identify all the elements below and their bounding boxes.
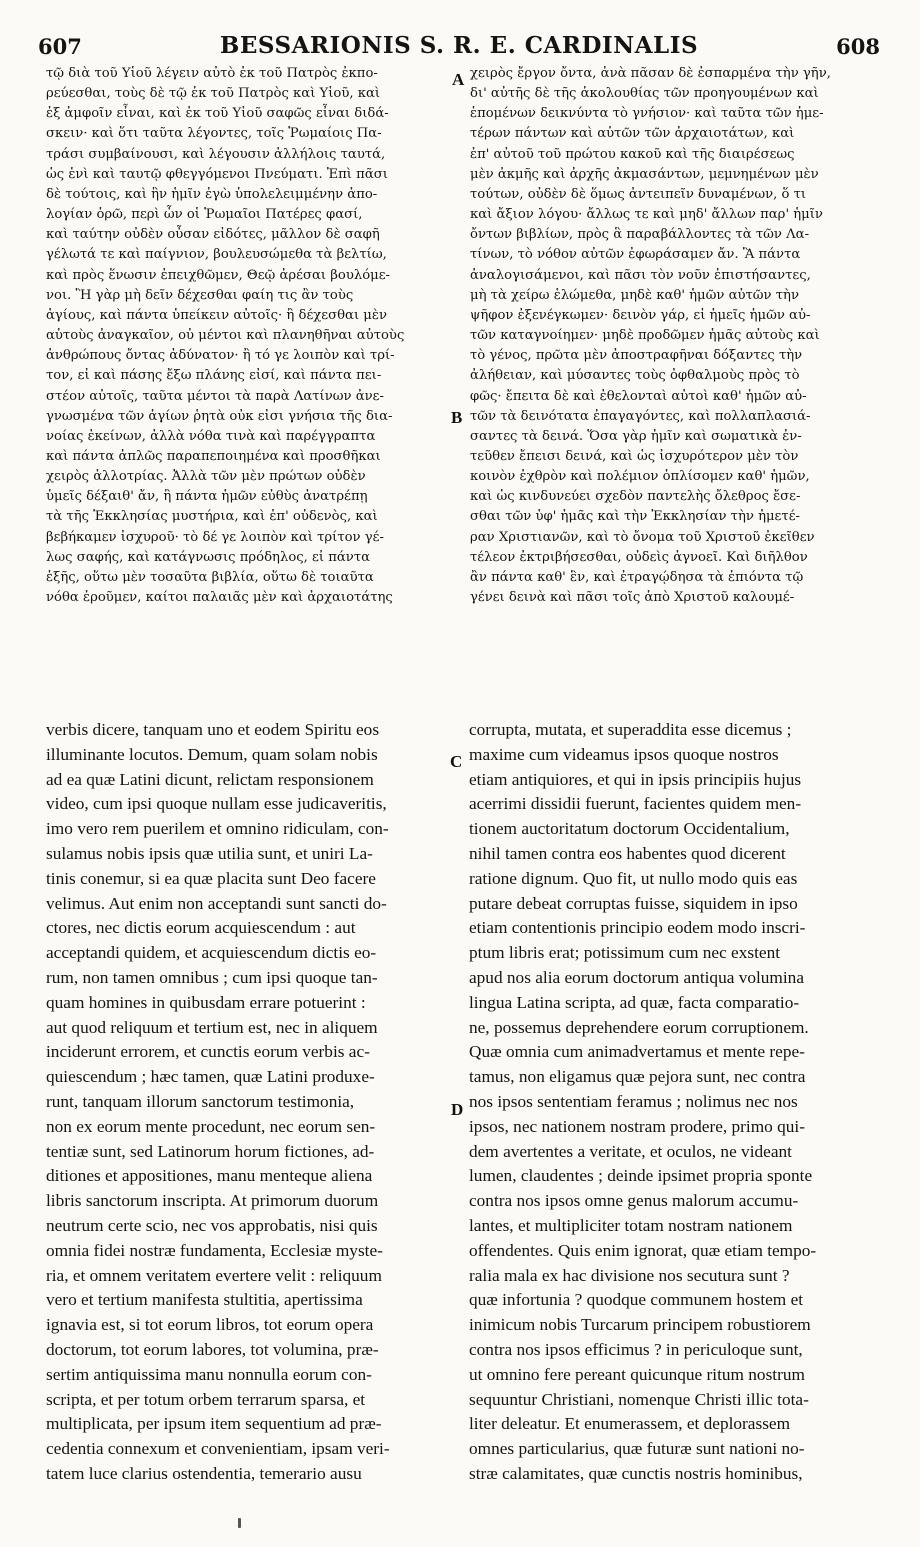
text-line: ἀλήθειαν, καὶ μύσαντες τοὺς ὀφθαλμοὺς πρὸς τὸ — [470, 368, 800, 384]
text-line: δὲ τούτοις, καὶ ἣν ἡμῖν ἐγὼ ὑπολελειμμένην ἀπο- — [46, 186, 378, 202]
text-line: tionem auctoritatum doctorum Occidentalium, — [469, 819, 790, 839]
text-line: sulamus nobis ipsis quæ utilia sunt, et uniri La- — [46, 843, 373, 863]
text-line: ctores, nec dictis eorum acquiescendum : aut — [46, 918, 356, 938]
text-line: ipsos, nec nationem nostram prodere, primo qui- — [469, 1116, 805, 1136]
text-line: tinis conemur, si ea quæ placita sunt Deo facere — [46, 868, 376, 888]
text-line: καὶ ταύτην οὐδὲν οὖσαν εἰδότες, μᾶλλον δὲ σαφῆ — [46, 227, 380, 243]
text-line: inimicum nobis Turcarum principem robustiorem — [469, 1315, 811, 1335]
text-line: καὶ πρὸς ἕνωσιν ἐπειχθῶμεν, Θεῷ ἀρέσαι βουλόμε- — [46, 267, 390, 283]
margin-marker-b: B — [451, 408, 463, 427]
running-header — [38, 30, 880, 62]
text-line: quam homines in quibusdam errare potuerint : — [46, 992, 366, 1012]
text-line: Quæ omnia cum animadvertamus et mente repe- — [469, 1042, 805, 1062]
text-line: χειρὸς ἔργον ὄντα, ἀνὰ πᾶσαν δὲ ἐσπαρμένα τὴν γῆν, — [470, 66, 831, 81]
text-line: ἁγίους, καὶ πάντα ὑπείκειν αὐτοῖς· ἢ δέχεσθαι μὲν — [46, 307, 387, 323]
text-line: γέλωτά τε καὶ παίγνιον, βουλευσώμεθα τὰ βελτίω, — [46, 247, 387, 263]
text-line: γένει δεινὰ καὶ πᾶσι τοῖς ἀπὸ Χριστοῦ καλουμέ- — [470, 590, 795, 606]
text-line: καὶ ὡς κινδυνεύει σχεδὸν παντελὴς ὄλεθρος ἔσε- — [470, 489, 801, 505]
text-line: ὄντων βιβλίων, πρὸς ἃ παραβάλλοντες τὰ τῶν Λα- — [470, 227, 810, 243]
text-line: nihil tamen contra eos habentes quod dicerent — [469, 843, 786, 863]
text-line: verbis dicere, tanquam uno et eodem Spiritu eos — [46, 720, 380, 739]
text-line: offendentes. Quis enim ignorat, quæ etiam tempo- — [469, 1240, 817, 1260]
text-line: aut quod reliquum et tertium est, nec in aliquem — [46, 1017, 378, 1037]
text-line: ὑμεῖς δέξαιθ' ἄν, ἢ πάντα ἡμῶν εὐθὺς ἀνατρέπῃ — [46, 489, 368, 505]
margin-marker-d: D — [451, 1100, 464, 1119]
text-line: etiam antiquiores, et qui in ipsis principiis hujus — [469, 769, 802, 789]
text-line: τον, εἰ καὶ πάσης ἔξω πλάνης εἰσί, καὶ πάντα πει- — [46, 368, 382, 384]
text-line: νοίας ἐκείνων, ἀλλὰ νόθα τινὰ καὶ παρέγγραπτα — [46, 428, 376, 444]
text-line: ὡς ἑνὶ καὶ ταυτῷ φθεγγόμενοι Πνεύματι. Ἐπὶ πᾶσι — [46, 166, 388, 182]
text-line: scripta, et per totum orbem terrarum sparsa, et — [46, 1389, 366, 1409]
text-line: video, cum ipsi quoque nullam esse judicaveritis, — [46, 794, 387, 814]
page-number-right: 608 — [836, 34, 880, 59]
latin-column-right — [469, 718, 875, 1487]
text-line: ἐπ' αὐτοῦ τοῦ πρώτου κακοῦ καὶ τῆς διαιρέσεως — [470, 146, 795, 162]
text-line: ut omnino fere pereant quicunque ritum nostrum — [469, 1364, 805, 1384]
text-line: apud nos alia eorum doctorum antiqua volumina — [469, 967, 804, 987]
text-line: ἀνθρώπους ὄντας ἀδύνατον· ἢ τό γε λοιπὸν καὶ τρί- — [46, 348, 395, 364]
text-line: rum, non tamen omnibus ; cum ipsi quoque tan- — [46, 967, 378, 987]
text-line: imo vero rem puerilem et omnino ridiculam, con- — [46, 819, 389, 839]
text-line: αὐτοὺς ἀναγκαῖον, οὐ μέντοι καὶ πλανηθῆναι αὐτοὺς — [46, 328, 405, 344]
text-line: νόθα ἐροῦμεν, καίτοι παλαιᾶς μὲν καὶ ἀρχαιοτάτης — [46, 590, 393, 606]
text-line: ignavia est, si tot eorum libros, tot eorum opera — [46, 1315, 374, 1335]
section-divider — [46, 704, 876, 705]
text-line: σαντες τὰ δεινά. Ὅσα γὰρ ἡμῖν καὶ σωματικὰ ἐν- — [470, 428, 802, 444]
text-line: contra nos ipsos omne genus malorum accumu- — [469, 1191, 799, 1211]
text-line: dem avertentes a veritate, et oculos, ne videant — [469, 1141, 792, 1161]
text-line: putare debeat corruptas fuisse, siquidem in ipso — [469, 893, 798, 913]
text-line: quæ infortunia ? quodque communem hostem et — [469, 1290, 804, 1310]
text-line: τῶν τὰ δεινότατα ἐπαγαγόντες, καὶ πολλαπλασιά- — [470, 408, 811, 424]
text-line: τράσι συμβαίνουσι, καὶ λέγουσιν ἀλλήλοις ταυτά, — [46, 146, 386, 162]
text-line: γνωσμένα τῶν ἁγίων ῥητὰ οὐκ εἰσι γνήσια τῆς δια- — [46, 408, 393, 424]
text-line: ralia mala ex hac divisione nos secutura sunt ? — [469, 1265, 790, 1285]
text-line: βεβήκαμεν ἰσχυροῦ· τὸ δέ γε λοιπὸν καὶ τρίτον γέ- — [46, 529, 384, 545]
text-line: μὴ τὰ χείρω ἑλώμεθα, μηδὲ καθ' ἡμῶν αὐτῶν τὴν — [470, 287, 799, 303]
text-line: ἂν πάντα καθ' ἓν, καὶ ἐτραγῴδησα τὰ ἐπιόντα τῷ — [470, 569, 804, 585]
text-line: non ex eorum mente procedunt, nec eorum sen- — [46, 1116, 376, 1136]
text-line: omnes particularius, quæ futuræ sunt nationi no- — [469, 1439, 805, 1459]
latin-column-left — [46, 718, 448, 1487]
text-line: ἀναλογισάμενοι, καὶ πᾶσι τὸν νοῦν ἐπιστήσαντες, — [470, 267, 811, 283]
text-line: neutrum certe scio, nec vos approbatis, nisi quis — [46, 1215, 378, 1235]
text-line: omnia fidei nostræ fundamenta, Ecclesiæ myste- — [46, 1240, 383, 1260]
text-line: ne, possemus deprehendere eorum corruptionem. — [469, 1017, 809, 1037]
text-line: τῷ διὰ τοῦ Υἱοῦ λέγειν αὐτὸ ἐκ τοῦ Πατρὸς ἐκπο- — [46, 66, 378, 81]
text-line: vero et tertium manifesta stultitia, apertissima — [46, 1290, 363, 1310]
text-line: ria, et omnem veritatem evertere velit : reliquum — [46, 1265, 382, 1285]
text-line: ptum libris erat; potissimum cum nec exstent — [469, 943, 781, 963]
text-line: cedentia connexum et convenientiam, ipsam veri- — [46, 1439, 390, 1459]
text-line: καὶ ἄξιον λόγου· ἄλλως τε καὶ μηδ' ἄλλων παρ' ἡμῖν — [470, 207, 823, 223]
text-line: λογίαν ὁρῶ, περὶ ὧν οἱ Ῥωμαῖοι Πατέρες φασί, — [46, 207, 363, 223]
text-line: quiescendum ; hæc tamen, quæ Latini produxe- — [46, 1067, 375, 1087]
text-line: σθαι τῶν ὑφ' ἡμᾶς καὶ τὴν Ἐκκλησίαν τὴν ἡμετέ- — [470, 509, 800, 525]
greek-column-right — [470, 64, 880, 608]
text-line: etiam contentionis principio eodem modo inscri- — [469, 918, 806, 938]
paper-speck — [238, 1518, 241, 1528]
text-line: τίνων, τὸ νόθον αὐτῶν ἐφωράσαμεν ἄν. Ἃ πάντα — [470, 247, 801, 263]
text-line: σκειν· καὶ ὅτι ταῦτα λέγοντες, τοῖς Ῥωμαίοις Πα- — [46, 126, 382, 142]
text-line: τούτων, οὐδὲν δὲ ὅμως ἀντειπεῖν δυναμένων, ὅ τι — [470, 186, 807, 202]
text-line: contra nos ipsos efficimus ? in periculoque sunt, — [469, 1339, 803, 1359]
text-line: doctorum, tot eorum labores, tot volumina, præ- — [46, 1339, 379, 1359]
text-line: tamus, non eligamus quæ pejora sunt, nec contra — [469, 1067, 806, 1087]
text-line: κοινὸν ἐχθρὸν καὶ πολέμιον ὁπλίσομεν καθ' ἡμῶν, — [470, 469, 810, 485]
text-line: inciderunt errorem, et cunctis eorum verbis ac- — [46, 1042, 370, 1062]
text-line: ratione dignum. Quo fit, ut nullo modo quis eas — [469, 868, 798, 888]
text-line: ἐξ ἀμφοῖν εἶναι, καὶ ἐκ τοῦ Υἱοῦ σαφῶς εἶναι διδά- — [46, 106, 389, 122]
text-line: corrupta, mutata, et superaddita esse dicemus ; — [469, 720, 792, 739]
text-line: τὰ τῆς Ἐκκλησίας μυστήρια, καὶ ἐπ' οὐδενὸς, καὶ — [46, 509, 378, 525]
text-line: τὸ γένος, πρῶτα μὲν ἀποστραφῆναι δόξαντες τὴν — [470, 348, 803, 364]
running-title: BESSARIONIS S. R. E. CARDINALIS — [219, 32, 699, 59]
text-line: acceptandi quidem, et acquiescendum dictis eo- — [46, 943, 377, 963]
text-line: sequuntur Christiani, nomenque Christi illic tota- — [469, 1389, 809, 1409]
text-line: acerrimi dissidii fuerunt, facientes quidem men- — [469, 794, 802, 814]
text-line: τεῦθεν ἔπεισι δεινά, καὶ ὡς ἰσχυρότερον μὲν τὸν — [470, 448, 799, 464]
text-line: καὶ πάντα ἁπλῶς παραπεποιημένα καὶ προσθῆκαι — [46, 448, 381, 464]
text-line: χειρὸς ἀλλοτρίας. Ἀλλὰ τῶν μὲν πρώτων οὐδὲν — [46, 469, 366, 485]
page-number-left: 607 — [38, 34, 82, 59]
text-line: ρεύεσθαι, τοὺς δὲ τῷ ἐκ τοῦ Πατρὸς καὶ Υἱοῦ, καὶ — [46, 86, 381, 102]
text-line: λως σαφής, καὶ κατάγνωσις πρόδηλος, εἰ πάντα — [46, 549, 371, 565]
text-line: stræ calamitates, quæ cunctis nostris hominibus, — [469, 1463, 803, 1483]
text-line: sertim antiquissima manu nonnulla eorum con- — [46, 1364, 372, 1384]
text-line: τέρων πάντων καὶ αὐτῶν τῶν ἀρχαιοτάτων, καὶ — [470, 126, 795, 142]
text-line: ἑξῆς, οὕτω μὲν τοσαῦτα βιβλία, οὕτω δὲ τοιαῦτα — [46, 569, 374, 585]
text-line: liter deleatur. Et enumerassem, et deplorassem — [469, 1414, 791, 1434]
text-line: maxime cum videamus ipsos quoque nostros — [469, 744, 779, 764]
text-line: μὲν ἀκμῆς καὶ ἀρχῆς ἀκμασάντων, μεμνημένων μὲν — [470, 166, 819, 182]
text-line: ψῆφον ἐξενέγκωμεν· δεινὸν γάρ, εἰ ἡμεῖς ἡμῶν αὐ- — [470, 307, 811, 323]
text-line: φῶς· ἔπειτα δὲ καὶ ἐθελονταὶ αὐτοὶ καθ' ἡμῶν αὐ- — [470, 388, 807, 404]
text-line: multiplicata, per ipsum item sequentium ad præ- — [46, 1414, 382, 1434]
text-line: δι' αὐτῆς δὲ τῆς ἀκολουθίας τῶν προηγουμένων καὶ — [470, 86, 819, 102]
text-line: libris sanctorum inscripta. At primorum duorum — [46, 1191, 379, 1211]
text-line: runt, tanquam illorum sanctorum testimonia, — [46, 1091, 355, 1111]
text-line: ad ea quæ Latini dicunt, relictam responsionem — [46, 769, 374, 789]
text-line: ditiones et appositiones, manu menteque aliena — [46, 1166, 373, 1186]
text-line: illuminante locutos. Demum, quam solam nobis — [46, 744, 378, 764]
text-line: lumen, claudentes ; deinde ipsimet propria sponte — [469, 1166, 813, 1186]
text-line: tatem luce clarius ostendentia, temerario ausu — [46, 1463, 362, 1483]
margin-marker-a: A — [452, 70, 465, 89]
text-line: ραν Χριστιανῶν, καὶ τὸ ὄνομα τοῦ Χριστοῦ ἐκεῖθεν — [470, 529, 815, 545]
text-line: νοι. Ἢ γὰρ μὴ δεῖν δέχεσθαι φαίη τις ἂν τοὺς — [46, 287, 354, 303]
text-line: ἑπομένων δεικνύντα τὸ γνήσιον· καὶ ταῦτα τῶν ἡμε- — [470, 106, 824, 122]
text-line: στέον αὐτοῖς, ταῦτα μέντοι τὰ παρὰ Λατίνων ἀνε- — [46, 388, 384, 404]
text-line: nos ipsos sententiam feramus ; nolimus nec nos — [469, 1091, 798, 1111]
greek-column-left — [46, 64, 452, 608]
text-line: velimus. Aut enim non acceptandi sunt sancti do- — [46, 893, 387, 913]
margin-marker-c: C — [450, 752, 463, 771]
text-line: τῶν καταγνοίημεν· μηδὲ προδῶμεν ἡμᾶς αὐτοὺς καὶ — [470, 328, 820, 344]
text-line: τέλεον ἐκτριβήσεσθαι, οὐδεὶς ἀγνοεῖ. Καὶ διῆλθον — [470, 549, 808, 565]
text-line: lingua Latina scripta, ad quæ, facta comparatio- — [469, 992, 800, 1012]
text-line: lantes, et multipliciter totam nostram nationem — [469, 1215, 793, 1235]
text-line: tentiæ sunt, sed Latinorum horum fictiones, ad- — [46, 1141, 375, 1161]
